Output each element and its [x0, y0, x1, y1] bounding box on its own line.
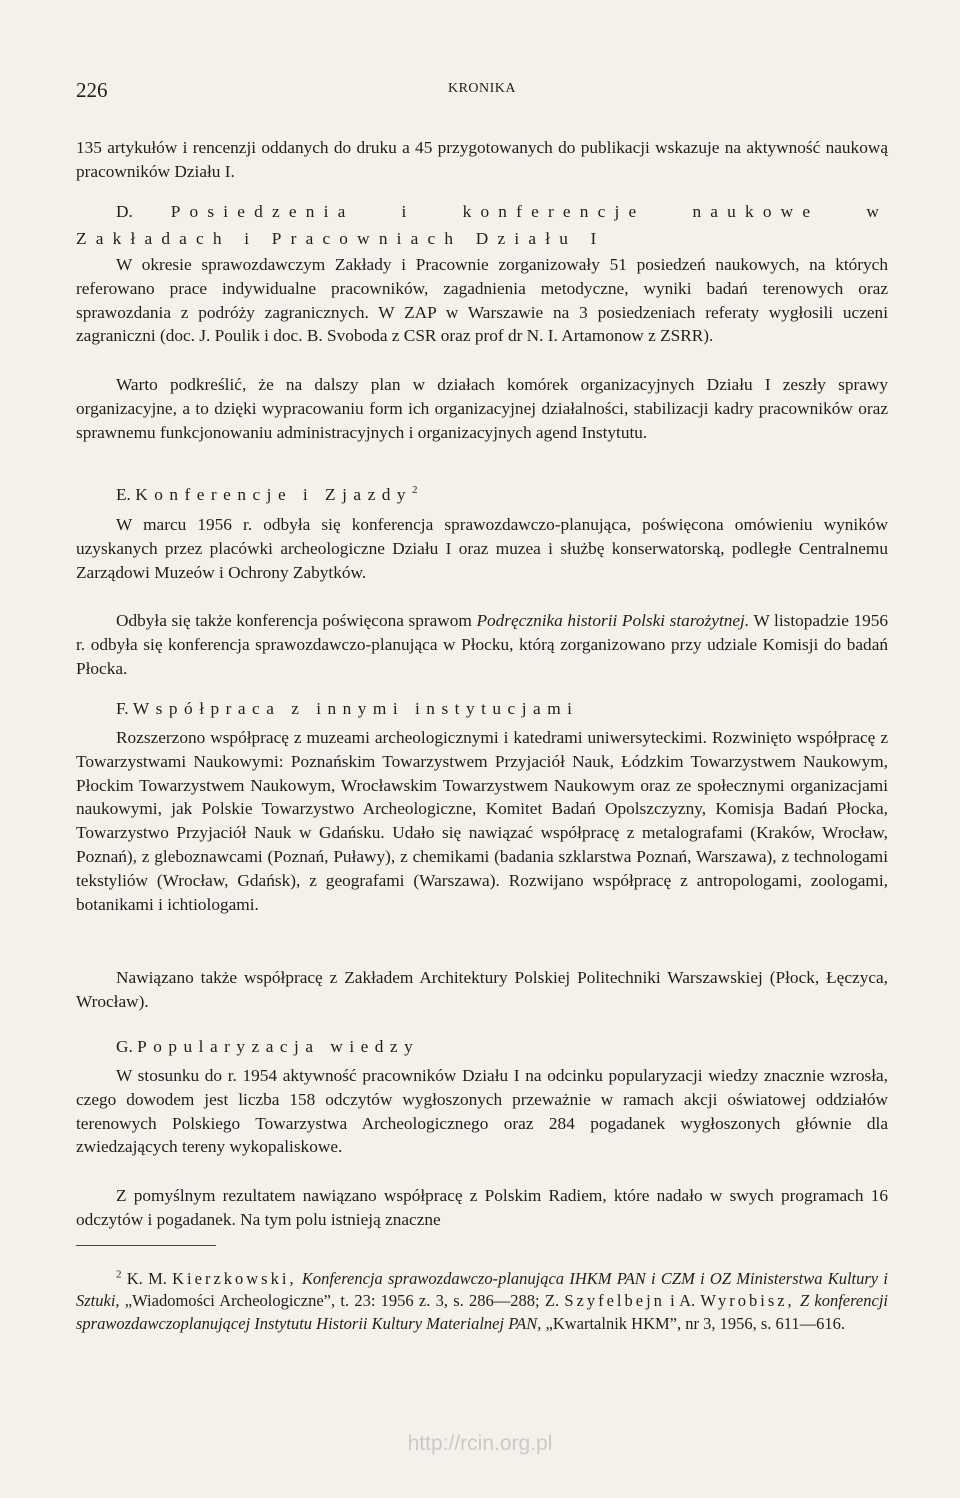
paragraph-7: Nawiązano także współpracę z Zakładem Architektury Polskiej Politechniki Warszawskiej (Płock, Łęczyca, Wrocław). [76, 968, 888, 1011]
paragraph-9: Z pomyślnym rezultatem nawiązano współpracę z Polskim Radiem, które nadało w swych programach 16 odczytów i pogadanek. Na tym polu istnieją znaczne [76, 1186, 888, 1229]
section-d-title: Posiedzenia i konferencje naukowe w Zakładach i Pracowniach Działu I [76, 202, 888, 248]
footnote-author: Kierzkowski, [172, 1269, 297, 1288]
section-f-heading [116, 697, 578, 721]
page-number: 226 [76, 78, 108, 102]
paragraph-5-text-a: Odbyła się także konferencja poświęcona sprawom [116, 611, 477, 630]
section-g-heading [116, 1035, 419, 1059]
section-d-heading [76, 198, 888, 252]
paragraph-6: Rozszerzono współpracę z muzeami archeologicznymi i katedrami uniwersyteckimi. Rozwinięto współpracę z Towarzystwami Naukowymi: Poznańskim Towarzystwem Przyjaciół Nauk, Łódzkim Towarzystwem Naukowym, Płockim Towarzystwem Naukowym, Wrocławskim Towarzystwem Naukowym oraz ze społecznymi organizacjami naukowymi, jak Polskie Towarzystwo Archeologiczne, Komitet Badań Opolszczyzny, Komisja Badań Płocka, Towarzystwo Przyjaciół Nauk w Gdańsku. Udało się nawiązać współpracę z metalografami (Kraków, Wrocław, Poznań), z gleboznawcami (Poznań, Puławy), z chemikami (badania szklarstwa Poznań, Warszawa), z technologami tekstyliów (Wrocław, Gdańsk), z geografami (Warszawa). Rozwijano współpracę z antropologami, zoologami, botanikami i ichtiologami. [76, 728, 888, 914]
footnote-ref: 2 [412, 484, 418, 497]
section-e-title: Konferencje i Zjazdy [135, 485, 413, 504]
book-title: Podręcznika historii Polski starożytnej. [476, 611, 750, 630]
footnote-divider [76, 1245, 216, 1246]
section-d-letter: D. [116, 202, 133, 221]
watermark: http://rcin.org.pl [407, 1432, 553, 1455]
paragraph-4: W marcu 1956 r. odbyła się konferencja sprawozdawczo-planująca, poświęcona omówieniu wyników uzyskanych przez placówki archeologiczne Działu I oraz muzea i służbę konserwatorską, podległe Centralnemu Zarządowi Muzeów i Ochrony Zabytków. [76, 515, 888, 582]
footnote-number: 2 [116, 1268, 122, 1281]
section-f-letter: F. [116, 699, 129, 718]
footnote-title: Z konferencji sprawozdawczoplanującej Instytutu Historii Kultury Materialnej PAN, [76, 1291, 888, 1333]
paragraph-2: W okresie sprawozdawczym Zakłady i Pracownie zorganizowały 51 posiedzeń naukowych, na których referowano prace indywidualne pracowników, zagadnienia metodyczne, wyniki badań terenowych oraz sprawozdania z podróży zagranicznych. W ZAP w Warszawie na 3 posiedzeniach referaty wygłosili uczeni zagraniczni (doc. J. Poulik i doc. B. Svoboda z CSR oraz prof dr N. I. Artamonow z ZSRR). [76, 255, 888, 346]
footnote-text: „Kwartalnik HKM”, nr 3, 1956, s. 611—616. [541, 1313, 846, 1333]
footnote-text: K. M. [121, 1269, 173, 1288]
running-head: KRONIKA [447, 81, 517, 96]
paragraph-5-text-b: W listopadzie 1956 r. odbyła się konferencja sprawozdawczo-planująca w Płocku, którą zorganizowano przy udziale Komisji do badań Płocka. [76, 611, 889, 678]
paragraph-5 [76, 609, 888, 680]
footnote-text: i A. [664, 1291, 701, 1311]
footnote-title: Konferencja sprawozdawczo-planująca IHKM PAN i CZM i OZ Ministerstwa Kultury i Sztuki, [76, 1269, 888, 1311]
page-header [76, 78, 888, 104]
section-e-letter: E. [116, 485, 131, 504]
footnote-text: „Wiadomości Archeologiczne”, t. 23: 1956 z. 3, s. 286—288; Z. [119, 1291, 565, 1311]
paragraph-8: W stosunku do r. 1954 aktywność pracowników Działu I na odcinku popularyzacji wiedzy znacznie wzrosła, czego dowodem jest liczba 158 odczytów wygłoszonych przeważnie w ramach akcji oświatowej oddziałów terenowych Polskiego Towarzystwa Archeologicznego oraz 284 pogadanek wygłoszonych głównie dla zwiedzających tereny wykopaliskowe. [76, 1066, 888, 1157]
paragraph-1: 135 artykułów i rencenzji oddanych do druku a 45 przygotowanych do publikacji wskazuje na aktywność naukową pracowników Działu I. [76, 138, 888, 181]
section-e-heading [116, 483, 418, 507]
paragraph-3: Warto podkreślić, że na dalszy plan w działach komórek organizacyjnych Działu I zeszły sprawy organizacyjne, a to dzięki wypracowaniu form ich organizacyjnej działalności, stabilizacji kadry pracowników oraz sprawnemu funkcjonowaniu administracyjnych i organizacyjnych agend Instytutu. [76, 375, 888, 442]
section-g-letter: G. [116, 1037, 133, 1056]
footnote-author: Szyfelbejn [564, 1291, 665, 1311]
section-g-title: Popularyzacja wiedzy [137, 1037, 420, 1056]
section-f-title: Współpraca z innymi instytucjami [132, 699, 579, 718]
footnote-author: Wyrobisz, [700, 1291, 795, 1311]
footnote [76, 1268, 888, 1335]
